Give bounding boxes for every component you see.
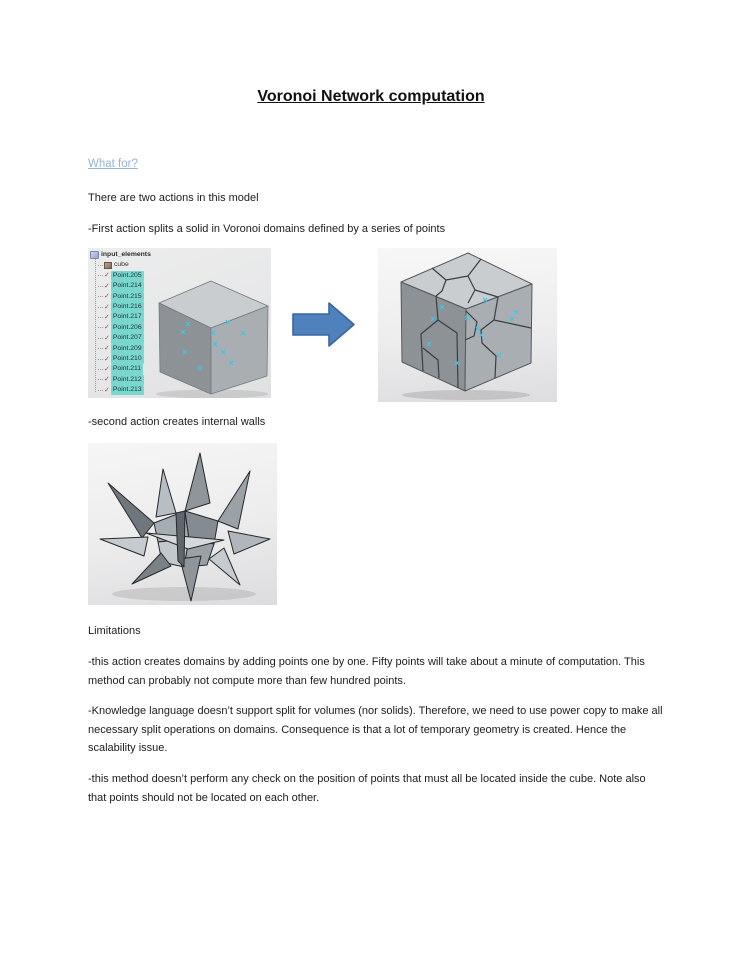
point-check-icon: ✓ <box>104 303 110 311</box>
point-label: Point.210 <box>111 354 144 364</box>
block-arrow-right-icon <box>292 301 356 348</box>
tree-connector <box>98 390 103 391</box>
tree-item-point[interactable] <box>90 385 168 395</box>
cube-item-label: cube <box>114 261 129 269</box>
tree-connector <box>98 348 103 349</box>
what-for-link[interactable]: What for? <box>88 158 138 170</box>
point-label: Point.205 <box>111 271 144 281</box>
point-check-icon: ✓ <box>104 293 110 301</box>
tree-item-point[interactable] <box>90 281 168 291</box>
point-check-icon: ✓ <box>104 376 110 384</box>
internal-walls-graphic <box>88 443 277 605</box>
tree-connector <box>98 275 103 276</box>
tree-item-point[interactable] <box>90 292 168 302</box>
point-label: Point.211 <box>111 364 143 374</box>
tree-connector <box>98 265 103 266</box>
tree-item-point[interactable] <box>90 333 168 343</box>
cube-item-icon <box>104 262 112 269</box>
tree-item-point[interactable] <box>90 302 168 312</box>
figure-input-elements[interactable] <box>88 248 271 398</box>
cad-feature-tree <box>90 250 168 396</box>
point-label: Point.215 <box>111 292 144 302</box>
point-check-icon: ✓ <box>104 324 110 332</box>
page-title: Voronoi Network computation <box>257 88 485 105</box>
tree-item-point[interactable] <box>90 344 168 354</box>
paragraph-second-action: -second action creates internal walls <box>88 416 266 428</box>
voronoi-cube-graphic <box>378 248 557 402</box>
paragraph-limitation-1: -this action creates domains by adding points one by one. Fifty points will take about a minute of computation. This method can probably not compute more than few hundred points. <box>88 656 645 687</box>
tree-item-root[interactable] <box>90 250 168 260</box>
point-label: Point.217 <box>111 312 144 322</box>
point-label: Point.213 <box>111 385 144 395</box>
point-label: Point.216 <box>111 302 144 312</box>
paragraph-limitation-3: -this method doesn’t perform any check on the position of points that must all be located inside the cube. Note also that points should not be located on each other. <box>88 773 646 804</box>
tree-connector <box>98 296 103 297</box>
paragraph-limitation-2: -Knowledge language doesn’t support split for volumes (nor solids). Therefore, we need to use power copy to make all necessary split operations on domains. Consequence is that a lot of temporary geometry is created. Hence the scalability issue. <box>88 705 663 754</box>
tree-item-point[interactable] <box>90 364 168 374</box>
tree-connector <box>98 369 103 370</box>
point-label: Point.212 <box>111 375 144 385</box>
tree-root-label: input_elements <box>101 251 151 258</box>
tree-connector <box>98 307 103 308</box>
point-check-icon: ✓ <box>104 334 110 342</box>
tree-connector <box>98 338 103 339</box>
tree-item-point[interactable] <box>90 271 168 281</box>
tree-item-point[interactable] <box>90 354 168 364</box>
point-check-icon: ✓ <box>104 345 110 353</box>
point-check-icon: ✓ <box>104 272 110 280</box>
point-check-icon: ✓ <box>104 365 110 373</box>
tree-point-list <box>90 271 168 396</box>
point-label: Point.206 <box>111 323 144 333</box>
point-check-icon: ✓ <box>104 355 110 363</box>
tree-root-icon <box>90 251 99 259</box>
point-label: Point.207 <box>111 333 144 343</box>
tree-connector <box>98 327 103 328</box>
point-check-icon: ✓ <box>104 314 110 322</box>
point-label: Point.214 <box>111 281 144 291</box>
point-check-icon: ✓ <box>104 282 110 290</box>
tree-item-point[interactable] <box>90 323 168 333</box>
tree-connector <box>98 317 103 318</box>
tree-connector <box>98 359 103 360</box>
point-label: Point.209 <box>111 344 144 354</box>
tree-item-point[interactable] <box>90 312 168 322</box>
point-check-icon: ✓ <box>104 386 110 394</box>
figure-voronoi-cube[interactable] <box>378 248 557 402</box>
tree-item-cube[interactable] <box>90 260 168 270</box>
cube-shadow <box>402 390 530 400</box>
figure-internal-walls[interactable] <box>88 443 277 605</box>
tree-connector <box>98 286 103 287</box>
tree-connector <box>98 379 103 380</box>
paragraph-intro: There are two actions in this model <box>88 192 259 204</box>
paragraph-first-action: -First action splits a solid in Voronoi domains defined by a series of points <box>88 223 446 235</box>
tree-item-point[interactable] <box>90 375 168 385</box>
limitations-heading: Limitations <box>88 625 141 637</box>
